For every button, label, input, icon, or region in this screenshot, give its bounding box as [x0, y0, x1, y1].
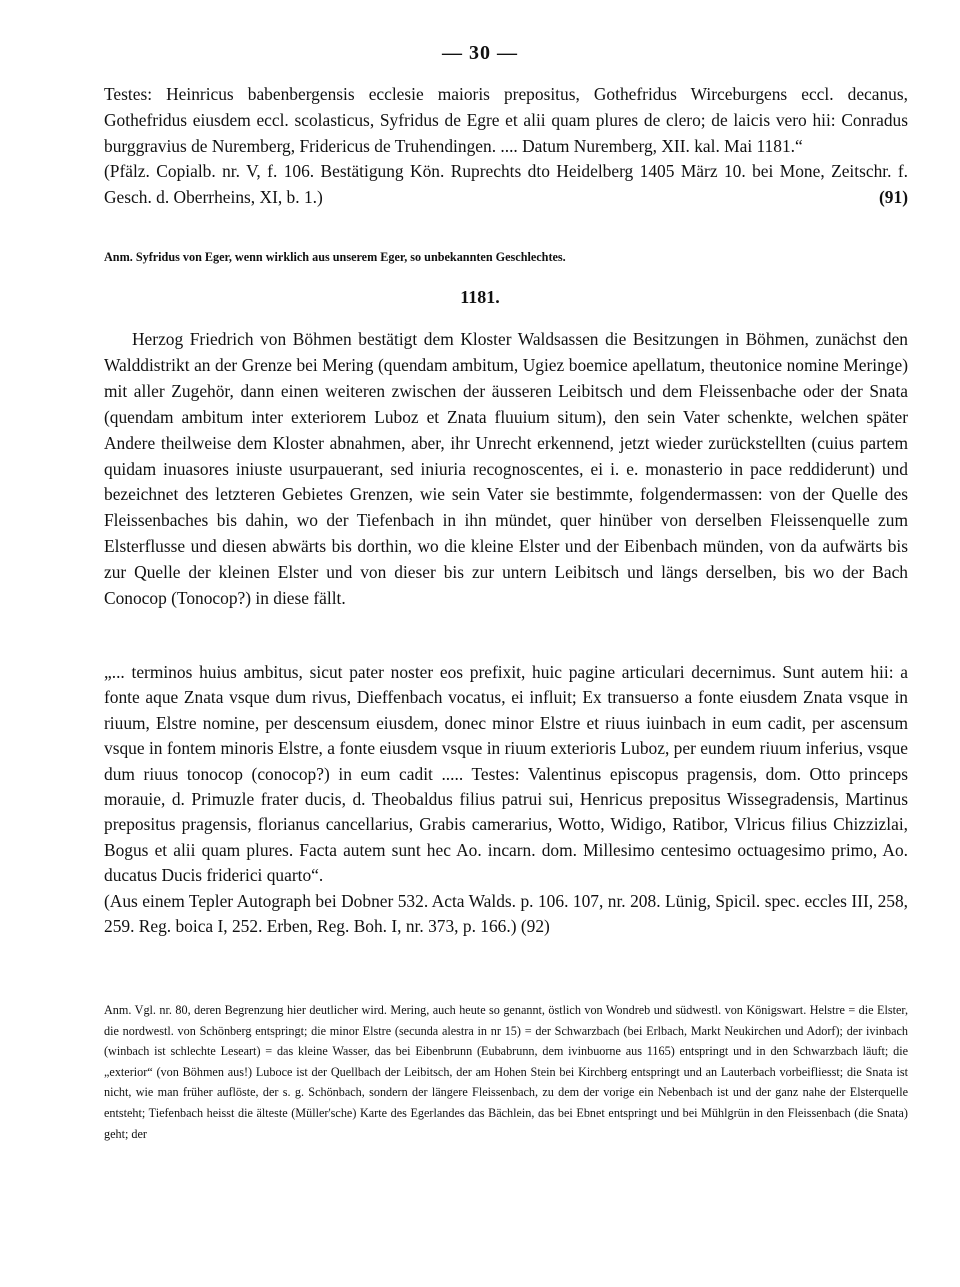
charter-quote-text: „... terminos huius ambitus, sicut pater noster eos prefixit, huic pagine articulari decernimus. Sunt autem hii: a fonte aque Znata vsque dum rivus, Dieffenbach vocatus, ei influit; Ex transuerso a fonte eiusdem Znata vsque in riuum, Elstre nomine, per descensum eiusdem, donec minor Elstre et riuus iuinbach in eum cadit, per ascensum vsque in fontem minoris Elstre, a fonte eiusdem vsque in riuum exterioris Luboz, per eundem riuum inferius, vsque dum riuus tonocop (conocop?) in eum cadit ..... Testes: Valentinus episcopus pragensis, dom. Otto princeps morauie, d. Primuzle frater ducis, d. Theobaldus filius patrui sui, Henricus prepositus Wissegradensis, Martinus prepositus pragensis, florianus cancellarius, Grabis camerarius, Wotto, Widigo, Ratibor, Vlricus filius Chizzizlai, Bogus et alii quam plures. Facta autem sunt hec Ao. incarn. dom. Millesimo centesimo octuagesimo primo, Ao. ducatus Ducis friderici quarto“. [104, 662, 908, 886]
document-number-91: (91) [879, 187, 908, 208]
year-heading: 1181. [460, 287, 500, 307]
document-91-source: (Pfälz. Copialb. nr. V, f. 106. Bestätigung Kön. Ruprechts dto Heidelberg 1405 März 10. bei Mone, Zeitschr. f. Gesch. d. Oberrheins, XI, b. 1.) [104, 161, 908, 208]
regest-block [104, 327, 908, 612]
note-92-block [104, 1000, 908, 1144]
charter-source: (Aus einem Tepler Autograph bei Dobner 532. Acta Walds. p. 106. 107, nr. 208. Lünig, Spicil. spec. eccles III, 258, 259. Reg. boica I, 252. Erben, Reg. Boh. I, nr. 373, p. 166.) [104, 890, 908, 937]
document-91-reference [104, 159, 908, 211]
note-91: Anm. Syfridus von Eger, wenn wirklich aus unserem Eger, so unbekannten Geschlechtes. [104, 250, 566, 264]
charter-quote-block [104, 660, 908, 939]
page-number: — 30 — [442, 42, 518, 64]
regest-text: Herzog Friedrich von Böhmen bestätigt dem Kloster Waldsassen die Besitzungen in Böhmen, zunächst den Walddistrikt an der Grenze bei Mering (quendam ambitum, Ugiez boemice apellatum, theutonice nomine Meringe) mit aller Zugehör, dann einen weiteren zwischen der äusseren Leibitsch und dem Fleissenbache oder der Snata (quendam ambitum inter exteriorem Luboz et Znata fluuium situm), den sein Vater schenkte, welchen später Andere theilweise dem Kloster abnahmen, aber, ihr Unrecht erkennend, jetzt wieder zurückstellten (cuius partem quidam inuasores iniuste usurpauerant, sed iniuria recognoscentes, ei i. e. monasterio in pace reddiderunt) und bezeichnet des letzteren Gebietes Grenzen, wie sein Vater sie bestimmte, folgendermassen: von der Quelle des Fleissenbaches bis dahin, wo der Tiefenbach in ihn mündet, quer hinüber von derselben Fleissenquelle zum Elsterflusse und diesen abwärts bis dorthin, wo die kleine Elster und der Eibenbach münden, von da aufwärts bis zur Quelle der kleinen Elster und von dieser bis zur untern Leibitsch und längs derselben, bis wo der Bach Conocop (Tonocop?) in diese fällt. [104, 329, 908, 609]
document-91-block [104, 82, 908, 211]
charter-source-line [104, 889, 908, 940]
note-92-text: Anm. Vgl. nr. 80, deren Begrenzung hier deutlicher wird. Mering, auch heute so genannt, östlich von Wondreb und südwestl. von Königswart. Helstre = die Elster, die nordwestl. von Schönberg entspringt; die minor Elstre (secunda alestra in nr 15) = der Schwarzbach (bei Erlbach, Markt Neukirchen und Adorf); der ivinbach (winbach ist schlechte Leseart) = das kleine Wasser, das bei Eibenbrunn (Eubabrunn, dem ivinbuorne aus 1165) entspringt und in den Schwarzbach läuft; die „exterior“ (von Böhmen aus!) Luboce ist der Quellbach der Leibitsch, der am Hohen Stein bei Kirchberg entspringt und an Lauterbach vorbeifliesst; die Snata ist nicht, wie man früher auflöste, der s. g. Schönbach, sondern der längere Fleissenbach, zu dem der vorige ein Nebenbach ist und der ganz nahe der Elsterquelle entsteht; Tiefenbach heisst die älteste (Müller'sche) Karte des Egerlandes das Bächlein, das bei Ebnet entspringt und bei Mühlgrün in den Fleissenbach (die Snata) geht; der [104, 1003, 908, 1141]
document-number-92: (92) [520, 916, 550, 937]
document-91-text: Testes: Heinricus babenbergensis ecclesie maioris prepositus, Gothefridus Wirceburgens eccl. decanus, Gothefridus eiusdem eccl. scolasticus, Syfridus de Egre et alii quam plures de clero; de laicis vero hii: Conradus burggravius de Nuremberg, Fridericus de Truhendingen. .... Datum Nuremberg, XII. kal. Mai 1181.“ [104, 84, 908, 156]
